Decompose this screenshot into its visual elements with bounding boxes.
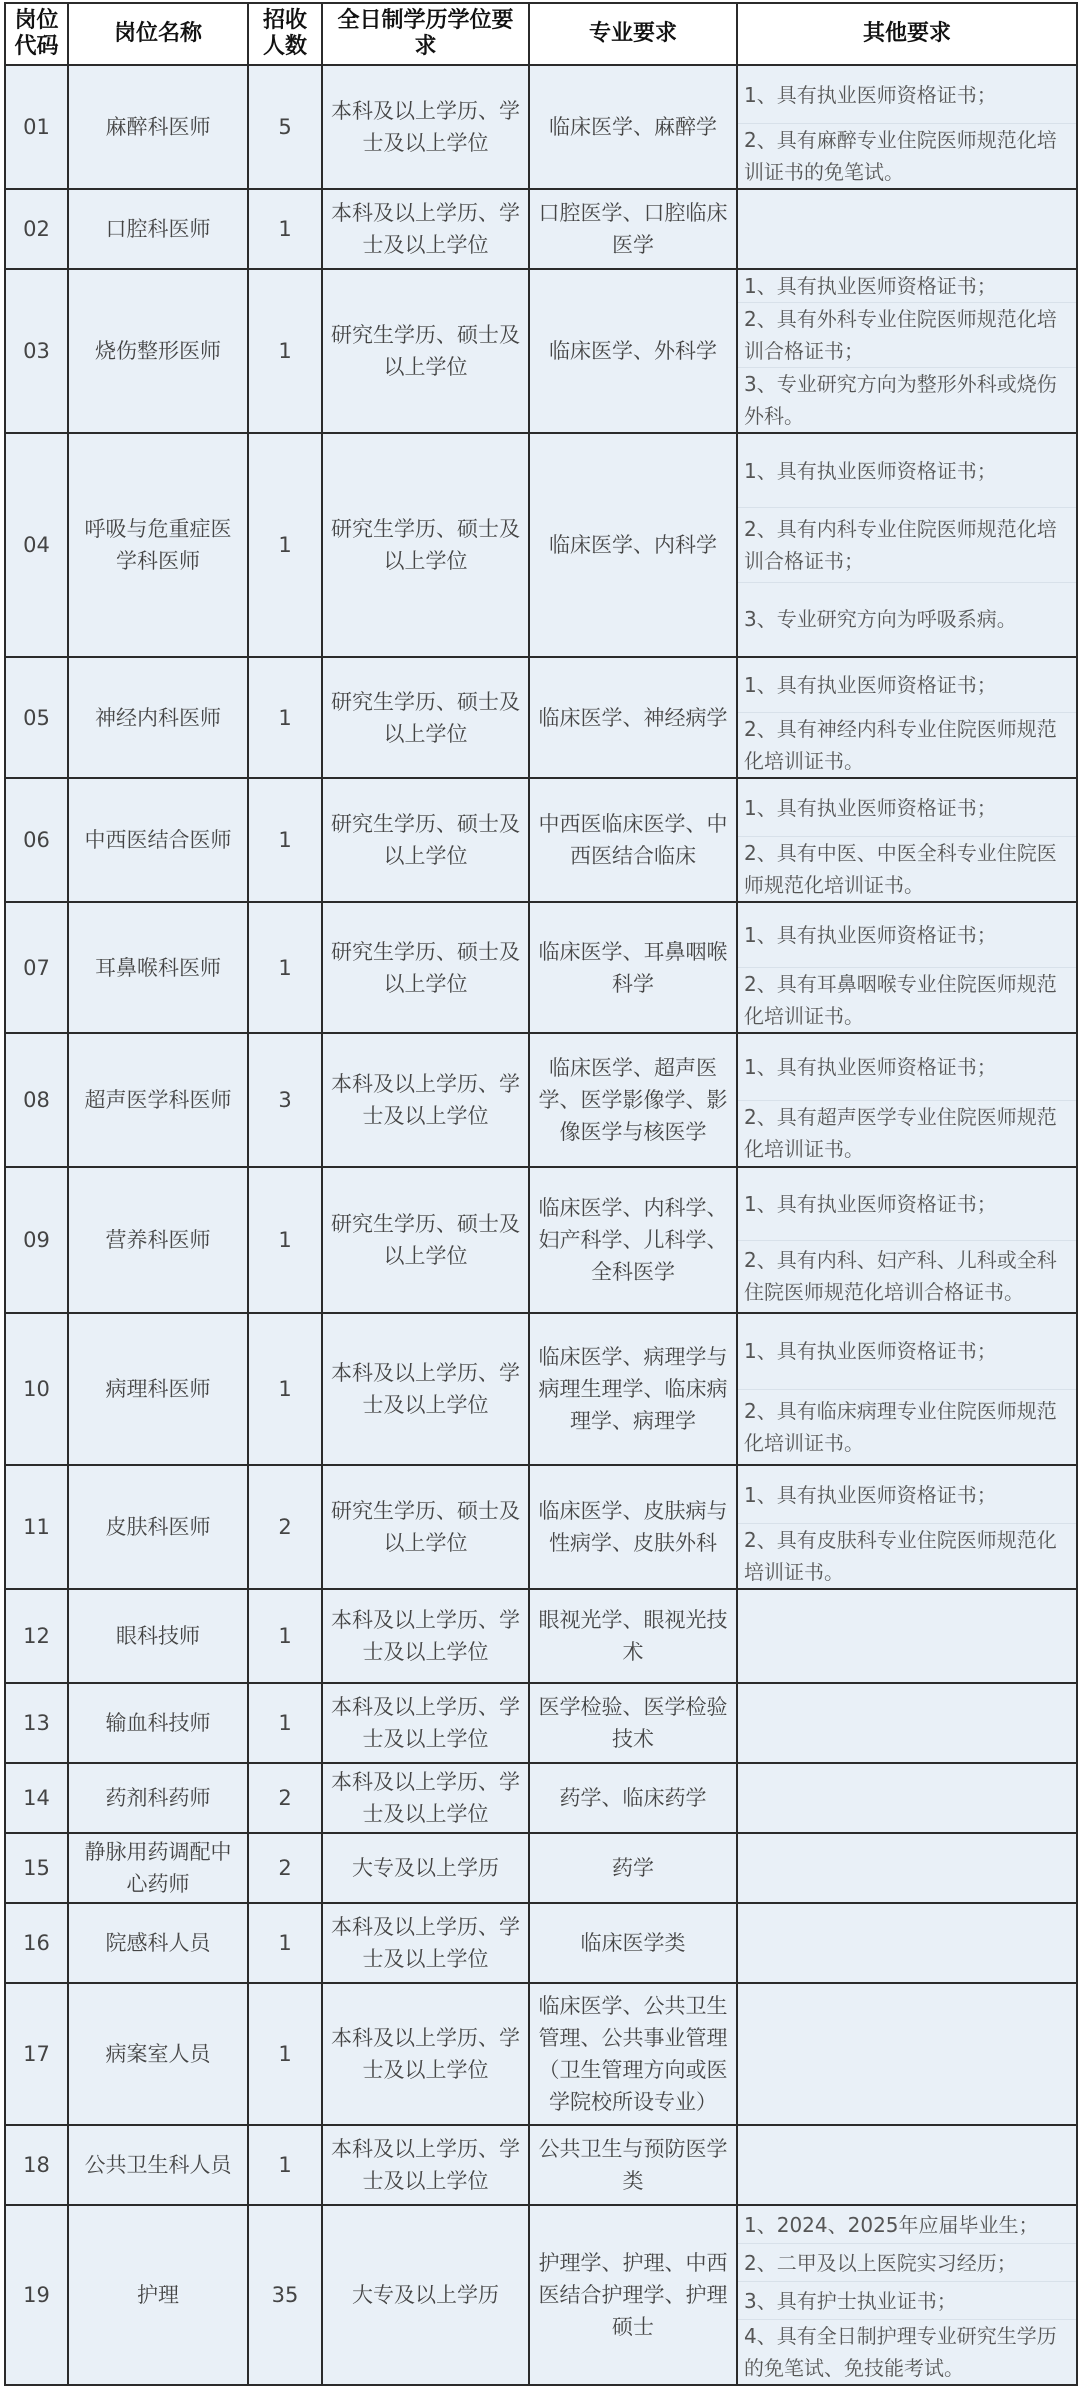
table-row <box>5 433 1077 657</box>
table-row <box>5 778 1077 902</box>
cell-code: 01 <box>5 65 68 189</box>
cell-edu: 本科及以上学历、学士及以上学位 <box>322 1313 529 1465</box>
cell-name: 营养科医师 <box>68 1167 248 1313</box>
table-row <box>5 2205 1077 2385</box>
requirement-list <box>738 1590 1076 1682</box>
requirement-line: 1、具有执业医师资格证书； <box>738 66 1076 124</box>
cell-name: 护理 <box>68 2205 248 2385</box>
header-row <box>5 3 1077 65</box>
requirement-line: 1、具有执业医师资格证书； <box>738 434 1076 508</box>
cell-code: 13 <box>5 1683 68 1763</box>
cell-edu: 本科及以上学历、学士及以上学位 <box>322 1589 529 1683</box>
requirement-line: 1、具有执业医师资格证书； <box>738 658 1076 713</box>
cell-count: 1 <box>248 189 322 269</box>
table-row <box>5 1983 1077 2125</box>
cell-code: 16 <box>5 1903 68 1983</box>
cell-name: 烧伤整形医师 <box>68 269 248 433</box>
requirement-empty <box>738 1904 1076 1982</box>
table-row <box>5 1313 1077 1465</box>
cell-other <box>737 1833 1077 1903</box>
table-row <box>5 269 1077 433</box>
cell-count: 1 <box>248 1589 322 1683</box>
requirement-line: 1、具有执业医师资格证书； <box>738 1034 1076 1101</box>
cell-other <box>737 1763 1077 1833</box>
cell-count: 1 <box>248 902 322 1033</box>
cell-edu: 研究生学历、硕士及以上学位 <box>322 902 529 1033</box>
cell-other <box>737 269 1077 433</box>
requirement-empty <box>738 190 1076 268</box>
cell-edu: 本科及以上学历、学士及以上学位 <box>322 2125 529 2205</box>
requirement-list <box>738 66 1076 188</box>
requirement-list <box>738 1904 1076 1982</box>
requirement-line: 4、具有全日制护理专业研究生学历的免笔试、免技能考试。 <box>744 2324 1057 2380</box>
requirement-list <box>738 270 1076 432</box>
requirement-empty <box>738 1984 1076 2124</box>
requirement-line: 3、专业研究方向为整形外科或烧伤外科。 <box>744 372 1057 428</box>
cell-major: 临床医学、神经病学 <box>529 657 737 778</box>
cell-edu: 研究生学历、硕士及以上学位 <box>322 778 529 902</box>
requirement-line: 2、具有超声医学专业住院医师规范化培训证书。 <box>744 1105 1057 1162</box>
cell-name: 病案室人员 <box>68 1983 248 2125</box>
table-row <box>5 1833 1077 1903</box>
header-major: 专业要求 <box>529 3 737 65</box>
cell-other <box>737 2205 1077 2385</box>
requirement-list <box>738 1314 1076 1464</box>
requirement-line: 2、二甲及以上医院实习经历； <box>738 2244 1076 2282</box>
cell-name: 公共卫生科人员 <box>68 2125 248 2205</box>
requirement-line: 1、具有执业医师资格证书； <box>738 779 1076 837</box>
cell-edu: 本科及以上学历、学士及以上学位 <box>322 1983 529 2125</box>
cell-code: 06 <box>5 778 68 902</box>
cell-other <box>737 1313 1077 1465</box>
cell-name: 病理科医师 <box>68 1313 248 1465</box>
cell-edu: 本科及以上学历、学士及以上学位 <box>322 1033 529 1167</box>
table-row <box>5 1589 1077 1683</box>
cell-count: 1 <box>248 269 322 433</box>
requirement-list <box>738 1684 1076 1762</box>
cell-name: 静脉用药调配中心药师 <box>68 1833 248 1903</box>
cell-count: 1 <box>248 1983 322 2125</box>
cell-count: 1 <box>248 1903 322 1983</box>
cell-edu: 大专及以上学历 <box>322 1833 529 1903</box>
cell-major: 临床医学、内科学、妇产科学、儿科学、全科医学 <box>529 1167 737 1313</box>
requirement-empty <box>738 1590 1076 1682</box>
cell-count: 35 <box>248 2205 322 2385</box>
requirement-line: 2、具有麻醉专业住院医师规范化培训证书的免笔试。 <box>744 128 1057 184</box>
requirement-list <box>738 779 1076 901</box>
cell-edu: 本科及以上学历、学士及以上学位 <box>322 1683 529 1763</box>
recruitment-table <box>4 2 1078 2386</box>
header-name: 岗位名称 <box>68 3 248 65</box>
requirement-line: 1、2024、2025年应届毕业生； <box>738 2206 1076 2244</box>
requirement-list <box>738 1034 1076 1166</box>
cell-other <box>737 778 1077 902</box>
cell-name: 耳鼻喉科医师 <box>68 902 248 1033</box>
cell-count: 1 <box>248 433 322 657</box>
requirement-line: 3、具有护士执业证书； <box>738 2282 1076 2320</box>
cell-major: 临床医学、超声医学、医学影像学、影像医学与核医学 <box>529 1033 737 1167</box>
cell-code: 15 <box>5 1833 68 1903</box>
cell-other <box>737 2125 1077 2205</box>
cell-other <box>737 1033 1077 1167</box>
cell-name: 神经内科医师 <box>68 657 248 778</box>
cell-other <box>737 1465 1077 1589</box>
requirement-list <box>738 903 1076 1032</box>
cell-other <box>737 1589 1077 1683</box>
requirement-line: 1、具有执业医师资格证书； <box>738 1466 1076 1524</box>
cell-name: 中西医结合医师 <box>68 778 248 902</box>
table-row <box>5 1033 1077 1167</box>
requirement-empty <box>738 2126 1076 2204</box>
requirement-list <box>738 190 1076 268</box>
cell-count: 1 <box>248 778 322 902</box>
cell-code: 08 <box>5 1033 68 1167</box>
requirement-line: 1、具有执业医师资格证书； <box>738 1168 1076 1241</box>
cell-major: 临床医学、皮肤病与性病学、皮肤外科 <box>529 1465 737 1589</box>
cell-code: 07 <box>5 902 68 1033</box>
table-row <box>5 189 1077 269</box>
cell-other <box>737 433 1077 657</box>
requirement-line: 2、具有耳鼻咽喉专业住院医师规范化培训证书。 <box>744 972 1057 1028</box>
cell-count: 5 <box>248 65 322 189</box>
cell-name: 口腔科医师 <box>68 189 248 269</box>
cell-name: 超声医学科医师 <box>68 1033 248 1167</box>
cell-code: 18 <box>5 2125 68 2205</box>
cell-major: 临床医学、麻醉学 <box>529 65 737 189</box>
requirement-line: 1、具有执业医师资格证书； <box>738 903 1076 968</box>
header-count: 招收人数 <box>248 3 322 65</box>
cell-code: 12 <box>5 1589 68 1683</box>
table-row <box>5 657 1077 778</box>
requirement-line: 2、具有中医、中医全科专业住院医师规范化培训证书。 <box>744 841 1057 897</box>
header-edu: 全日制学历学位要求 <box>322 3 529 65</box>
table-row <box>5 65 1077 189</box>
table-row <box>5 902 1077 1033</box>
cell-count: 2 <box>248 1763 322 1833</box>
requirement-line: 2、具有皮肤科专业住院医师规范化培训证书。 <box>744 1528 1057 1584</box>
requirement-empty <box>738 1834 1076 1902</box>
cell-code: 09 <box>5 1167 68 1313</box>
cell-edu: 研究生学历、硕士及以上学位 <box>322 433 529 657</box>
table-row <box>5 1903 1077 1983</box>
cell-count: 1 <box>248 1167 322 1313</box>
cell-count: 1 <box>248 2125 322 2205</box>
cell-name: 药剂科药师 <box>68 1763 248 1833</box>
cell-count: 1 <box>248 1683 322 1763</box>
cell-code: 11 <box>5 1465 68 1589</box>
cell-code: 03 <box>5 269 68 433</box>
requirement-line: 2、具有内科专业住院医师规范化培训合格证书； <box>738 508 1076 582</box>
cell-other <box>737 657 1077 778</box>
cell-edu: 本科及以上学历、学士及以上学位 <box>322 189 529 269</box>
cell-major: 临床医学、内科学 <box>529 433 737 657</box>
cell-other <box>737 1167 1077 1313</box>
cell-major: 中西医临床医学、中西医结合临床 <box>529 778 737 902</box>
requirement-line: 3、专业研究方向为呼吸系病。 <box>744 607 1017 632</box>
cell-major: 医学检验、医学检验技术 <box>529 1683 737 1763</box>
cell-count: 1 <box>248 657 322 778</box>
cell-other <box>737 902 1077 1033</box>
cell-major: 口腔医学、口腔临床医学 <box>529 189 737 269</box>
cell-major: 临床医学、病理学与病理生理学、临床病理学、病理学 <box>529 1313 737 1465</box>
requirement-list <box>738 1984 1076 2124</box>
cell-other <box>737 65 1077 189</box>
cell-edu: 大专及以上学历 <box>322 2205 529 2385</box>
requirement-line: 1、具有执业医师资格证书； <box>738 1314 1076 1390</box>
cell-major: 药学 <box>529 1833 737 1903</box>
cell-major: 临床医学类 <box>529 1903 737 1983</box>
cell-other <box>737 189 1077 269</box>
cell-count: 2 <box>248 1465 322 1589</box>
cell-name: 呼吸与危重症医学科医师 <box>68 433 248 657</box>
table-row <box>5 1683 1077 1763</box>
requirement-list <box>738 434 1076 656</box>
table-row <box>5 1167 1077 1313</box>
cell-code: 10 <box>5 1313 68 1465</box>
cell-name: 皮肤科医师 <box>68 1465 248 1589</box>
cell-major: 公共卫生与预防医学类 <box>529 2125 737 2205</box>
cell-major: 临床医学、外科学 <box>529 269 737 433</box>
cell-major: 护理学、护理、中西医结合护理学、护理硕士 <box>529 2205 737 2385</box>
requirement-line: 2、具有临床病理专业住院医师规范化培训证书。 <box>744 1398 1057 1455</box>
cell-count: 3 <box>248 1033 322 1167</box>
requirement-line: 1、具有执业医师资格证书； <box>738 270 1076 303</box>
cell-edu: 研究生学历、硕士及以上学位 <box>322 657 529 778</box>
requirement-list <box>738 2126 1076 2204</box>
cell-edu: 研究生学历、硕士及以上学位 <box>322 269 529 433</box>
cell-edu: 本科及以上学历、学士及以上学位 <box>322 1903 529 1983</box>
requirement-list <box>738 2206 1076 2384</box>
requirement-line: 2、具有内科、妇产科、儿科或全科住院医师规范化培训合格证书。 <box>744 1248 1057 1305</box>
requirement-list <box>738 1834 1076 1902</box>
cell-name: 眼科技师 <box>68 1589 248 1683</box>
requirement-list <box>738 1466 1076 1588</box>
cell-code: 05 <box>5 657 68 778</box>
cell-code: 04 <box>5 433 68 657</box>
cell-major: 临床医学、公共卫生管理、公共事业管理（卫生管理方向或医学院校所设专业） <box>529 1983 737 2125</box>
cell-name: 麻醉科医师 <box>68 65 248 189</box>
cell-code: 17 <box>5 1983 68 2125</box>
cell-code: 02 <box>5 189 68 269</box>
requirement-list <box>738 1168 1076 1312</box>
cell-other <box>737 1903 1077 1983</box>
requirement-list <box>738 1764 1076 1832</box>
header-code: 岗位代码 <box>5 3 68 65</box>
table-row <box>5 1465 1077 1589</box>
cell-edu: 本科及以上学历、学士及以上学位 <box>322 65 529 189</box>
cell-major: 临床医学、耳鼻咽喉科学 <box>529 902 737 1033</box>
requirement-empty <box>738 1684 1076 1762</box>
cell-name: 输血科技师 <box>68 1683 248 1763</box>
cell-edu: 研究生学历、硕士及以上学位 <box>322 1167 529 1313</box>
cell-name: 院感科人员 <box>68 1903 248 1983</box>
cell-code: 14 <box>5 1763 68 1833</box>
cell-major: 眼视光学、眼视光技术 <box>529 1589 737 1683</box>
cell-other <box>737 1683 1077 1763</box>
requirement-list <box>738 658 1076 777</box>
cell-major: 药学、临床药学 <box>529 1763 737 1833</box>
cell-edu: 研究生学历、硕士及以上学位 <box>322 1465 529 1589</box>
cell-count: 2 <box>248 1833 322 1903</box>
cell-other <box>737 1983 1077 2125</box>
cell-count: 1 <box>248 1313 322 1465</box>
cell-code: 19 <box>5 2205 68 2385</box>
requirement-empty <box>738 1764 1076 1832</box>
table-row <box>5 1763 1077 1833</box>
header-other: 其他要求 <box>737 3 1077 65</box>
cell-edu: 本科及以上学历、学士及以上学位 <box>322 1763 529 1833</box>
requirement-line: 2、具有外科专业住院医师规范化培训合格证书； <box>738 303 1076 368</box>
table-row <box>5 2125 1077 2205</box>
requirement-line: 2、具有神经内科专业住院医师规范化培训证书。 <box>744 717 1057 773</box>
